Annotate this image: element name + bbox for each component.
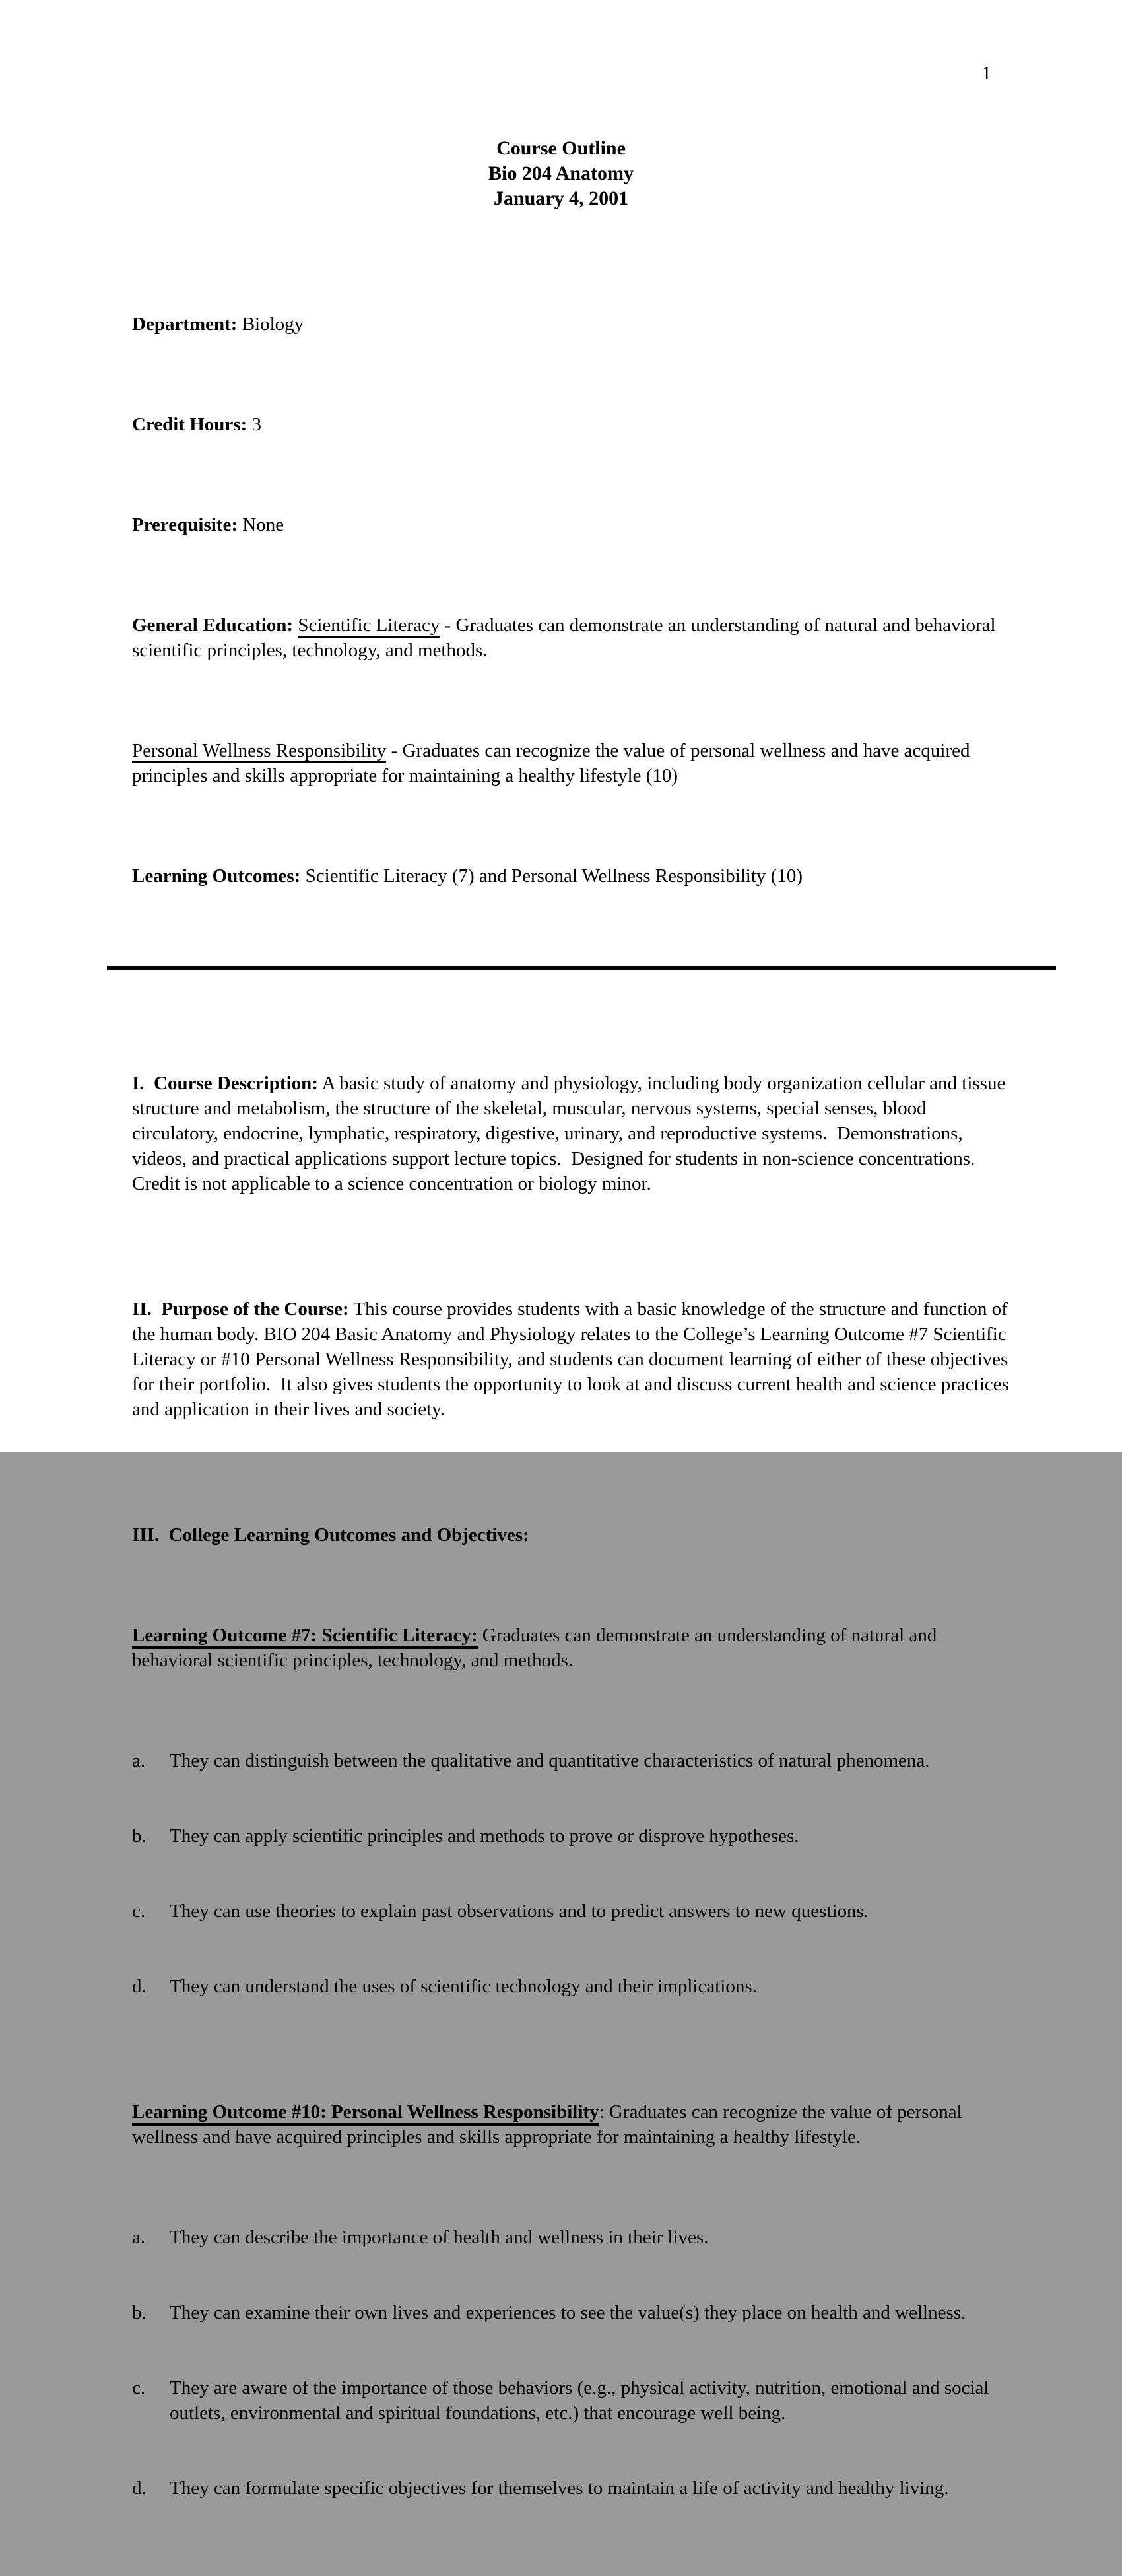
list-item-letter: c. bbox=[132, 2377, 146, 2398]
list-item-text: They can formulate specific objectives for themselves to maintain a life of activity and healthy living. bbox=[170, 2478, 949, 2499]
title-line-date: January 4, 2001 bbox=[493, 187, 629, 209]
outcome-7-list-item bbox=[132, 1748, 1010, 1773]
meta-personal-wellness-text: - Graduates can recognize the value of personal wellness and have acquired principles and skills appropriate for maintaining a healthy lifestyle (10) bbox=[132, 740, 975, 786]
title-line-course-outline: Course Outline bbox=[496, 137, 626, 159]
document-body bbox=[132, 236, 1014, 2576]
list-item-text: They are aware of the importance of those behaviors (e.g., physical activity, nutrition, emotional and social outlets, environmental and spiritual foundations, etc.) that encourage well being. bbox=[170, 2377, 994, 2423]
outcome-10-heading: Learning Outcome #10: Personal Wellness Responsibility bbox=[132, 2101, 599, 2126]
outcome-10-list-item bbox=[132, 2300, 1010, 2325]
outcome-7-paragraph bbox=[132, 1623, 1010, 1673]
meta-learning-outcomes-label: Learning Outcomes: bbox=[132, 865, 301, 887]
list-item-text: They can examine their own lives and experiences to see the value(s) they place on health and wellness. bbox=[170, 2302, 966, 2323]
meta-department bbox=[132, 312, 1010, 337]
list-item-letter: b. bbox=[132, 2302, 147, 2323]
section-purpose bbox=[132, 1297, 1014, 1422]
list-item-text: They can describe the importance of health and wellness in their lives. bbox=[170, 2227, 709, 2248]
outcome-7-list-item bbox=[132, 1974, 1010, 1999]
list-item-text: They can understand the uses of scientific technology and their implications. bbox=[170, 1976, 757, 1997]
list-item-letter: a. bbox=[132, 1750, 146, 1771]
meta-credit-hours-value: 3 bbox=[247, 414, 262, 435]
list-item-text: They can use theories to explain past observations and to predict answers to new questions. bbox=[170, 1901, 869, 1922]
meta-personal-wellness bbox=[132, 738, 1010, 788]
meta-credit-hours bbox=[132, 412, 1010, 437]
meta-general-education-text: - Graduates can demonstrate an understanding of natural and behavioral scientific principles, technology, and methods. bbox=[132, 615, 1001, 661]
section-outcomes-heading: III. College Learning Outcomes and Objectives: bbox=[132, 1524, 529, 1545]
meta-prerequisite-value: None bbox=[238, 514, 284, 535]
title-line-course-name: Bio 204 Anatomy bbox=[488, 162, 634, 184]
outcome-10-list-item bbox=[132, 2375, 1010, 2425]
meta-prerequisite bbox=[132, 512, 1010, 537]
list-item-letter: c. bbox=[132, 1901, 146, 1922]
meta-department-label: Department: bbox=[132, 314, 238, 335]
outcome-7-heading: Learning Outcome #7: Scientific Literacy: bbox=[132, 1625, 478, 1649]
meta-learning-outcomes-value: Scientific Literacy (7) and Personal Wellness Responsibility (10) bbox=[300, 865, 803, 887]
outcome-10-paragraph bbox=[132, 2099, 1010, 2150]
outcome-7-list-item bbox=[132, 1823, 1010, 1848]
horizontal-rule bbox=[107, 966, 1056, 970]
list-item-letter: d. bbox=[132, 2478, 147, 2499]
section-purpose-heading: II. Purpose of the Course: bbox=[132, 1299, 349, 1320]
meta-general-education bbox=[132, 613, 1010, 663]
meta-prerequisite-label: Prerequisite: bbox=[132, 514, 238, 535]
list-item-letter: b. bbox=[132, 1825, 147, 1847]
meta-department-value: Biology bbox=[237, 314, 304, 335]
section-purpose-body: This course provides students with a basic knowledge of the structure and function of the human body. BIO 204 Basic Anatomy and Physiology relates to the College’s Learning Outcome #7 Scientific Literacy or #10 Personal Wellness Responsibility, and students can document learning of either of these objectives for their portfolio. It also gives students the opportunity to look at and discuss current health and science practices and application in their lives and society. bbox=[132, 1299, 1014, 1420]
list-item-letter: d. bbox=[132, 1976, 147, 1997]
document-title-block bbox=[0, 136, 1122, 211]
outcome-10-list-item bbox=[132, 2225, 1010, 2250]
outcome-10-lead: : Graduates can recognize the value of personal wellness and have acquired principles and skills appropriate for maintaining a healthy lifestyle. bbox=[132, 2101, 967, 2148]
outcome-7-lead: Graduates can demonstrate an understanding of natural and behavioral scientific principles, technology, and methods. bbox=[132, 1625, 942, 1671]
meta-scientific-literacy-underlined: Scientific Literacy bbox=[298, 615, 440, 638]
section-course-description bbox=[132, 1071, 1010, 1196]
meta-learning-outcomes bbox=[132, 864, 1010, 889]
list-item-letter: a. bbox=[132, 2227, 146, 2248]
section-course-description-heading: I. Course Description: bbox=[132, 1073, 318, 1094]
section-course-description-body: A basic study of anatomy and physiology, including body organization cellular and tissue structure and metabolism, the structure of the skeletal, muscular, nervous systems, special senses, blood circulatory, endocrine, lymphatic, respiratory, digestive, urinary, and reproductive systems. Demonstrations, videos, and practical applications support lecture topics. Designed for students in non-science concentrations. Credit is not applicable to a science concentration or biology minor. bbox=[132, 1073, 1010, 1194]
outcome-7-list-item bbox=[132, 1899, 1010, 1924]
meta-general-education-label: General Education: bbox=[132, 615, 298, 636]
page-number: 1 bbox=[981, 63, 991, 84]
list-item-text: They can apply scientific principles and methods to prove or disprove hypotheses. bbox=[170, 1825, 799, 1847]
outcome-10-list-item bbox=[132, 2476, 1010, 2501]
meta-personal-wellness-underlined: Personal Wellness Responsibility bbox=[132, 740, 386, 763]
list-item-text: They can distinguish between the qualitative and quantitative characteristics of natural phenomena. bbox=[170, 1750, 930, 1771]
meta-credit-hours-label: Credit Hours: bbox=[132, 414, 248, 435]
